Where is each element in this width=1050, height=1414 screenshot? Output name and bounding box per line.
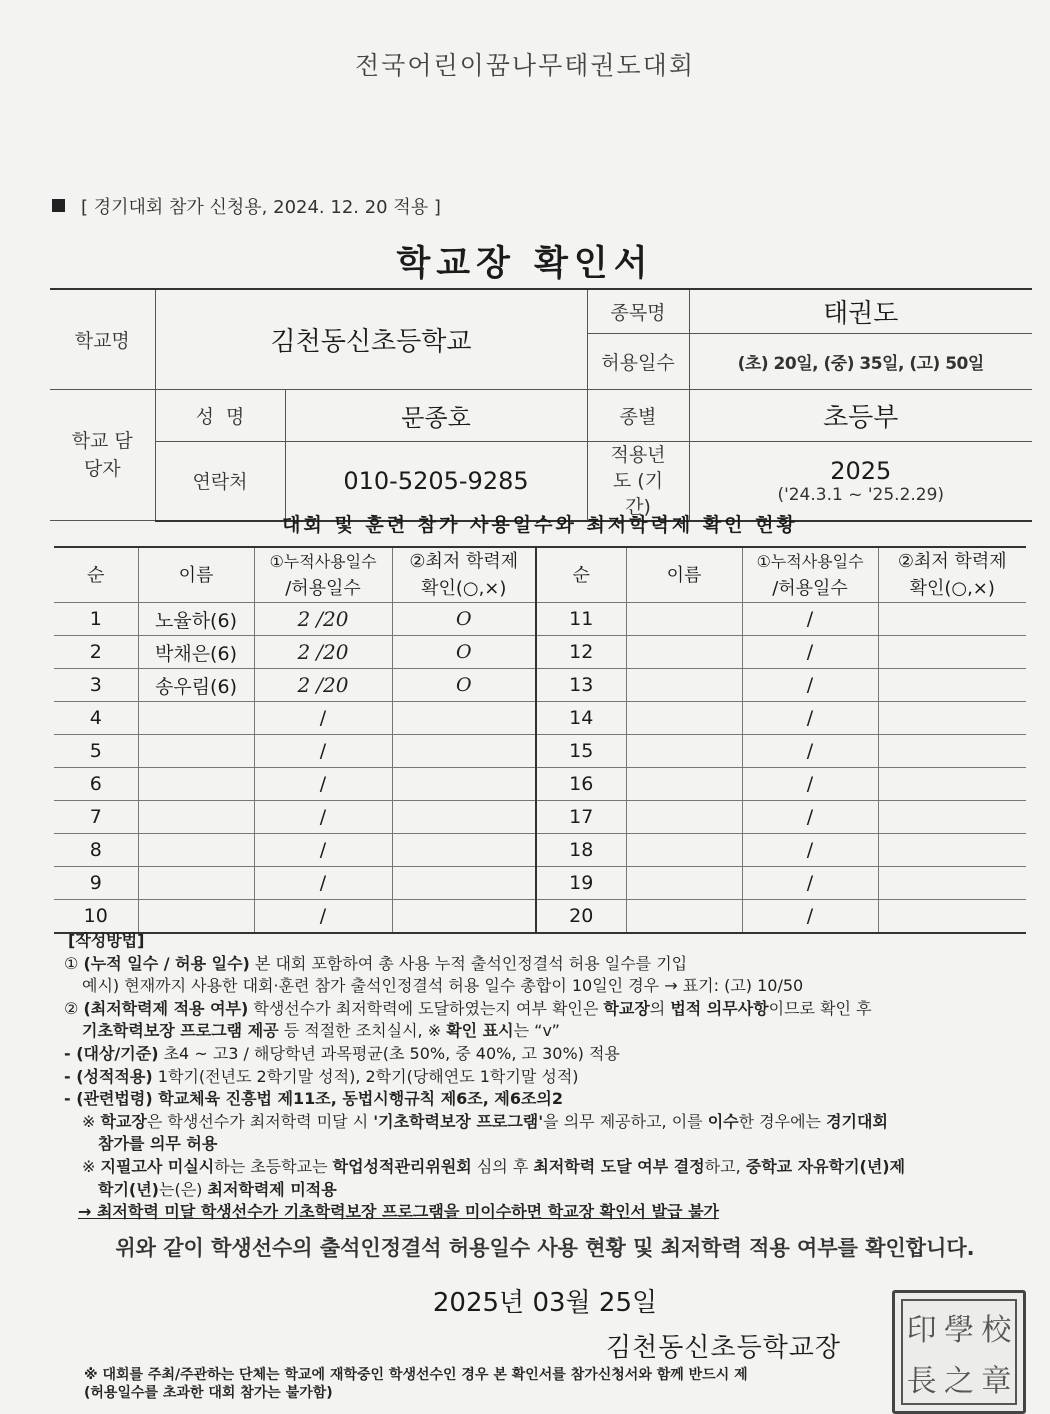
instruction-bold: 경기대회 bbox=[826, 1111, 888, 1131]
check-cell bbox=[392, 834, 536, 867]
allowed-days: 20 bbox=[323, 640, 349, 664]
days-cell-right: / bbox=[742, 900, 878, 934]
check-cell bbox=[392, 702, 536, 735]
student-name-right bbox=[626, 702, 742, 735]
header-days bbox=[254, 547, 392, 603]
table-row bbox=[54, 669, 1026, 702]
allowed-days: 20 bbox=[323, 607, 349, 631]
days-cell-right: / bbox=[742, 603, 878, 636]
header-check-line2: 확인(○,×) bbox=[421, 578, 507, 599]
days-cell-right: / bbox=[742, 669, 878, 702]
check-cell bbox=[392, 867, 536, 900]
row-no-right: 13 bbox=[536, 669, 626, 702]
year-period: ('24.3.1 ~ '25.2.29) bbox=[777, 484, 945, 505]
event-value: 태권도 bbox=[689, 289, 1032, 333]
row-no: 10 bbox=[54, 900, 138, 934]
check-cell-right bbox=[878, 735, 1026, 768]
days-cell-right: / bbox=[742, 768, 878, 801]
year-label: 적용년도 (기간) bbox=[587, 441, 689, 521]
check-cell-right bbox=[878, 669, 1026, 702]
table-row bbox=[54, 735, 1026, 768]
student-name-right bbox=[626, 834, 742, 867]
row-no-right: 12 bbox=[536, 636, 626, 669]
student-name bbox=[138, 900, 254, 934]
instruction-bold: 기초학력보장 프로그램 제공 bbox=[82, 1021, 279, 1041]
instructions-heading: [작성방법] bbox=[68, 931, 145, 950]
check-cell bbox=[392, 768, 536, 801]
circled-two: ② bbox=[64, 998, 79, 1018]
check-cell-right bbox=[878, 603, 1026, 636]
days-cell bbox=[254, 669, 392, 702]
table-row bbox=[54, 603, 1026, 636]
header-days-line2: /허용일수 bbox=[285, 578, 361, 599]
days-cell: / bbox=[254, 735, 392, 768]
header-check-line1: ②최저 학력제 bbox=[409, 551, 519, 572]
row-no-right: 16 bbox=[536, 768, 626, 801]
instruction-text: 본 대회 포함하여 총 사용 누적 출석인정결석 허용 일수를 기입 bbox=[249, 953, 688, 973]
principal-signature: 김천동신초등학교장 bbox=[606, 1333, 842, 1363]
instruction-line bbox=[64, 1156, 1034, 1179]
days-cell: / bbox=[254, 867, 392, 900]
instruction-line bbox=[64, 998, 1034, 1021]
check-cell-right bbox=[878, 636, 1026, 669]
school-info-table bbox=[50, 288, 1032, 522]
check-mark: O bbox=[392, 669, 536, 702]
row-no: 1 bbox=[54, 603, 138, 636]
table-row bbox=[54, 900, 1026, 934]
contact-label: 연락처 bbox=[155, 441, 285, 521]
days-cell-right: / bbox=[742, 702, 878, 735]
row-no: 4 bbox=[54, 702, 138, 735]
instruction-bold: 최저학력 도달 여부 결정 bbox=[533, 1156, 705, 1176]
slash: / bbox=[316, 640, 324, 664]
row-no-right: 18 bbox=[536, 834, 626, 867]
instruction-bold: - (대상/기준) bbox=[64, 1043, 159, 1063]
event-label: 종목명 bbox=[587, 289, 689, 333]
category-label: 종별 bbox=[587, 389, 689, 441]
staff-label: 학교 담당자 bbox=[50, 389, 155, 521]
used-days: 2 bbox=[297, 673, 311, 697]
instruction-bold: 최저학력제 미적용 bbox=[207, 1179, 337, 1199]
header-days-right bbox=[742, 547, 878, 603]
slash: / bbox=[316, 607, 324, 631]
instruction-bold: - (성적적용) bbox=[64, 1066, 153, 1086]
category-value: 초등부 bbox=[689, 389, 1032, 441]
table-row bbox=[54, 834, 1026, 867]
row-no-right: 11 bbox=[536, 603, 626, 636]
student-name bbox=[138, 702, 254, 735]
instruction-text: 하고, bbox=[704, 1156, 746, 1176]
check-cell-right bbox=[878, 768, 1026, 801]
note-mark: ※ bbox=[82, 1111, 101, 1131]
year-cell bbox=[689, 441, 1032, 521]
instruction-bold: 지필고사 미실시 bbox=[100, 1156, 215, 1176]
days-cell-right: / bbox=[742, 834, 878, 867]
footnote-line2: (허용일수를 초과한 대회 참가는 불가함) bbox=[84, 1385, 333, 1401]
student-name-right bbox=[626, 669, 742, 702]
school-label: 학교명 bbox=[50, 289, 155, 389]
instruction-bold: (누적 일수 / 허용 일수) bbox=[83, 953, 250, 973]
footnote bbox=[84, 1366, 1044, 1402]
header-check bbox=[392, 547, 536, 603]
header-check-right bbox=[878, 547, 1026, 603]
contact-value: 010-5205-9285 bbox=[285, 441, 587, 521]
student-name bbox=[138, 768, 254, 801]
student-name-right bbox=[626, 603, 742, 636]
student-name bbox=[138, 735, 254, 768]
table-row bbox=[54, 867, 1026, 900]
instruction-bold: (최저학력제 적용 여부) bbox=[83, 998, 249, 1018]
check-cell bbox=[392, 801, 536, 834]
competition-title: 전국어린이꿈나무태권도대회 bbox=[355, 51, 695, 80]
check-cell-right bbox=[878, 867, 1026, 900]
staff-name: 문종호 bbox=[285, 389, 587, 441]
student-name-right bbox=[626, 768, 742, 801]
student-name: 노율하(6) bbox=[138, 603, 254, 636]
row-no-right: 17 bbox=[536, 801, 626, 834]
check-cell bbox=[392, 900, 536, 934]
student-name bbox=[138, 834, 254, 867]
instruction-text: 심의 후 bbox=[471, 1156, 534, 1176]
check-cell-right bbox=[878, 900, 1026, 934]
header-check-right-line1: ②최저 학력제 bbox=[897, 551, 1007, 572]
row-no: 5 bbox=[54, 735, 138, 768]
instruction-line bbox=[64, 1111, 1034, 1134]
row-no: 6 bbox=[54, 768, 138, 801]
instruction-bold: 학기(년) bbox=[98, 1179, 159, 1199]
row-no: 7 bbox=[54, 801, 138, 834]
instruction-bold: 중학교 자유학기(년)제 bbox=[745, 1156, 906, 1176]
days-cell-right: / bbox=[742, 636, 878, 669]
confirmation-statement: 위와 같이 학생선수의 출석인정결석 허용일수 사용 현황 및 최저학력 적용 여부를 확인합니다. bbox=[115, 1236, 975, 1260]
instruction-text: 하는 초등학교는 bbox=[214, 1156, 333, 1176]
check-mark: O bbox=[392, 636, 536, 669]
days-cell-right: / bbox=[742, 867, 878, 900]
allowed-days-value: (초) 20일, (중) 35일, (고) 50일 bbox=[689, 333, 1032, 389]
instruction-line: 참가를 의무 허용 bbox=[98, 1134, 218, 1154]
header-days-right-line2: /허용일수 bbox=[772, 578, 848, 599]
days-cell: / bbox=[254, 768, 392, 801]
used-days: 2 bbox=[297, 607, 311, 631]
instruction-text: 학생선수가 최저학력에 도달하였는지 여부 확인은 bbox=[248, 998, 604, 1018]
instruction-text: 는(은) bbox=[159, 1179, 208, 1199]
document-title: 학교장 확인서 bbox=[396, 244, 654, 284]
table-row bbox=[54, 801, 1026, 834]
row-no: 3 bbox=[54, 669, 138, 702]
header-name-right: 이름 bbox=[626, 547, 742, 603]
student-name-right bbox=[626, 801, 742, 834]
section-title: 대회 및 훈련 참가 사용일수와 최저학력제 확인 현황 bbox=[282, 514, 798, 536]
instruction-line bbox=[64, 1043, 1034, 1066]
days-cell bbox=[254, 636, 392, 669]
instruction-line bbox=[64, 1020, 1034, 1043]
instruction-text: 한 경우에는 bbox=[738, 1111, 827, 1131]
instruction-law: - (관련법령) 학교체육 진흥법 제11조, 동법시행규칙 제6조, 제6조의2 bbox=[64, 1089, 564, 1109]
student-name-right bbox=[626, 867, 742, 900]
instruction-example: 예시) 현재까지 사용한 대회·훈련 참가 출석인정결석 허용 일수 총합이 10일인 경우 → 표기: (고) 10/50 bbox=[82, 976, 804, 996]
instruction-text: 등 적절한 조치실시, ※ bbox=[278, 1021, 447, 1041]
student-name bbox=[138, 801, 254, 834]
check-cell-right bbox=[878, 702, 1026, 735]
circled-one: ① bbox=[64, 953, 79, 973]
instruction-bold: 학업성적관리위원회 bbox=[332, 1156, 472, 1176]
instruction-text: 을 의무 제공하고, 이를 bbox=[543, 1111, 708, 1131]
roster-table bbox=[54, 546, 1026, 934]
table-row bbox=[54, 768, 1026, 801]
student-name: 박채은(6) bbox=[138, 636, 254, 669]
row-no-right: 14 bbox=[536, 702, 626, 735]
check-mark: O bbox=[392, 603, 536, 636]
instruction-bold: '기초학력보장 프로그램' bbox=[373, 1111, 544, 1131]
row-no: 9 bbox=[54, 867, 138, 900]
name-label: 성 명 bbox=[155, 389, 285, 441]
instruction-bold: 확인 표시 bbox=[446, 1021, 514, 1041]
instruction-line bbox=[64, 1179, 1034, 1202]
instructions bbox=[64, 930, 1034, 1224]
row-no-right: 15 bbox=[536, 735, 626, 768]
instruction-text: 이므로 확인 후 bbox=[768, 998, 872, 1018]
days-cell: / bbox=[254, 702, 392, 735]
instruction-bold: 학교장 bbox=[603, 998, 650, 1018]
days-cell-right: / bbox=[742, 735, 878, 768]
instruction-bold: 이수 bbox=[707, 1111, 739, 1131]
footnote-line1: ※ 대회를 주최/주관하는 단체는 학교에 재학중인 학생선수인 경우 본 확인서를 참가신청서와 함께 반드시 제 bbox=[84, 1367, 748, 1383]
header-no: 순 bbox=[54, 547, 138, 603]
instruction-line bbox=[64, 1066, 1034, 1089]
table-row bbox=[54, 636, 1026, 669]
header-days-right-line1: ①누적사용일수 bbox=[756, 552, 864, 571]
year-value: 2025 bbox=[830, 456, 892, 485]
student-name bbox=[138, 867, 254, 900]
row-no-right: 20 bbox=[536, 900, 626, 934]
instruction-text: 의 bbox=[649, 998, 671, 1018]
instruction-bold: 학교장 bbox=[100, 1111, 147, 1131]
header-name: 이름 bbox=[138, 547, 254, 603]
instruction-text: 은 학생선수가 최저학력 미달 시 bbox=[146, 1111, 374, 1131]
allowed-days: 20 bbox=[323, 673, 349, 697]
days-cell bbox=[254, 603, 392, 636]
note-mark: ※ bbox=[82, 1156, 101, 1176]
usage-note-text: [ 경기대회 참가 신청용, 2024. 12. 20 적용 ] bbox=[81, 197, 441, 218]
seal-stamp-icon: 印 學 校 長 之 章 bbox=[901, 1299, 1017, 1405]
student-name-right bbox=[626, 636, 742, 669]
school-name: 김천동신초등학교 bbox=[155, 289, 587, 389]
row-no-right: 19 bbox=[536, 867, 626, 900]
slash: / bbox=[316, 673, 324, 697]
instruction-bold: 법적 의무사항 bbox=[670, 998, 769, 1018]
student-name: 송우림(6) bbox=[138, 669, 254, 702]
table-row bbox=[54, 702, 1026, 735]
bullet-square-icon bbox=[52, 199, 65, 212]
days-cell-right: / bbox=[742, 801, 878, 834]
instruction-text: 1학기(전년도 2학기말 성적), 2학기(당해연도 1학기말 성적) bbox=[152, 1066, 579, 1086]
instruction-conclusion: → 최저학력 미달 학생선수가 기초학력보장 프로그램을 미이수하면 학교장 확인서 발급 불가 bbox=[78, 1202, 719, 1222]
issue-date: 2025년 03월 25일 bbox=[432, 1288, 658, 1318]
row-no: 2 bbox=[54, 636, 138, 669]
header-no-right: 순 bbox=[536, 547, 626, 603]
header-days-line1: ①누적사용일수 bbox=[269, 552, 377, 571]
instruction-line bbox=[64, 953, 1034, 976]
student-name-right bbox=[626, 900, 742, 934]
instruction-text: 초4 ~ 고3 / 해당학년 과목평균(초 50%, 중 40%, 고 30%) 적용 bbox=[158, 1043, 620, 1063]
check-cell bbox=[392, 735, 536, 768]
allowed-days-label: 허용일수 bbox=[587, 333, 689, 389]
check-cell-right bbox=[878, 834, 1026, 867]
days-cell: / bbox=[254, 801, 392, 834]
usage-note bbox=[52, 193, 441, 219]
days-cell: / bbox=[254, 900, 392, 934]
days-cell: / bbox=[254, 834, 392, 867]
student-name-right bbox=[626, 735, 742, 768]
used-days: 2 bbox=[297, 640, 311, 664]
instruction-text: 는 “v” bbox=[513, 1021, 560, 1041]
check-cell-right bbox=[878, 801, 1026, 834]
header-check-right-line2: 확인(○,×) bbox=[909, 578, 995, 599]
row-no: 8 bbox=[54, 834, 138, 867]
